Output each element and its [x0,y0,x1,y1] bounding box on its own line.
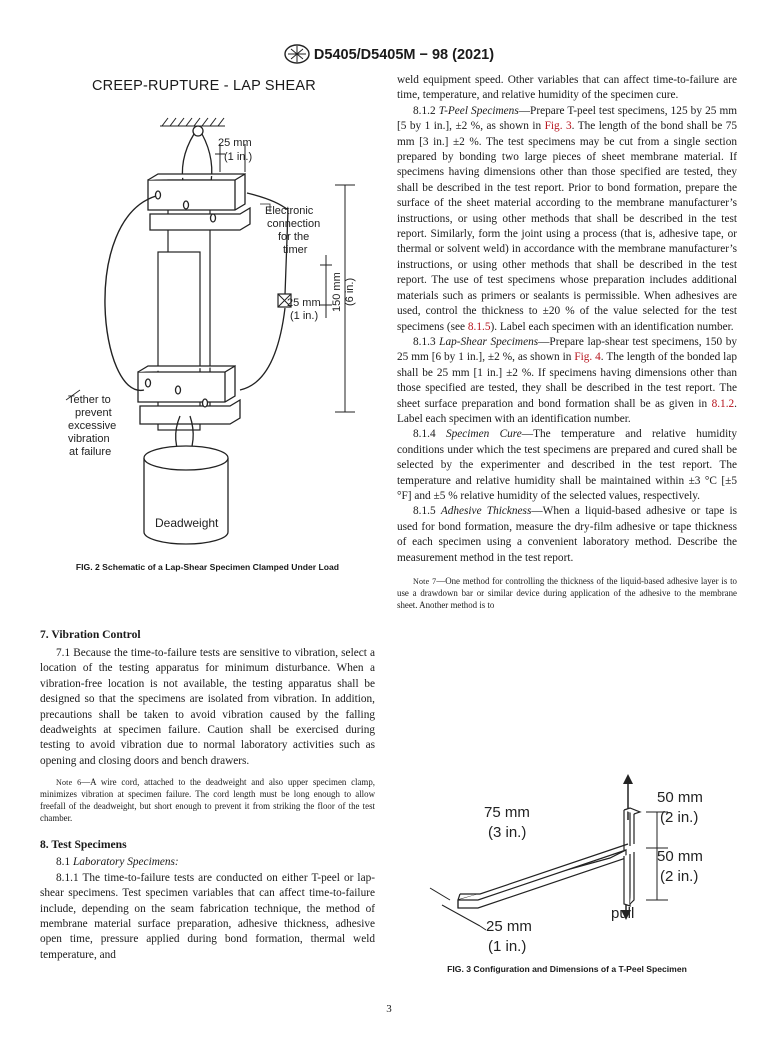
section-8-heading: 8. Test Specimens [40,838,127,852]
paragraph-8-1-1: 8.1.1 The time-to-failure tests are conducted on either T-peel or lap-shear specimens. Test specimen variables that can affect time-to-failure include, depending on the seam fabrication technique, the method of membrane material surface preparation, adhesive thickness, adhesive open time, pressure applied during bond formation, thermal weld temperature, and [40,871,375,961]
note-6-label: Note 6 [56,778,82,788]
lower-clamp [138,366,240,424]
fig3-25-in-label: (1 in.) [488,938,527,955]
fig3-50a-label: 50 mm [657,789,703,806]
fig2-lap-in-label: (1 in.) [290,310,319,322]
p814-text: —The temperature and relative humidity conditions under which the test specimens are prepared and cured shall be selected by the experimenter and described in the test report. The temperature and relative humidity shall be maintained within ±3 °C [±5 °F] and ±5 % relative humidity of the selected values, respectively. [397,428,737,502]
page-header [0,44,778,64]
fig3-50b-in-label: (2 in.) [660,868,699,885]
tether-cord [105,196,156,390]
fig3-50a-in-label: (2 in.) [660,809,699,826]
fig2-width-in-label: (1 in.) [224,151,253,163]
note-7-text: —One method for controlling the thickness of the liquid-based adhesive layer is to use a drawdown bar or similar device during application of the adhesive to the membrane sheet. Another method is to [397,576,737,610]
page-number: 3 [386,1003,392,1015]
fig3-pull-label: pull [611,905,635,922]
fig3-75-label: 75 mm [484,804,530,821]
fig2-length-label: 150 mm [331,272,343,312]
p814-title: Specimen Cure [445,428,522,441]
p812-title: T-Peel Specimens [438,104,519,117]
fig2-elec-label-3: for the [278,231,310,243]
fig2-width-label: 25 mm [218,137,252,149]
fig2-elec-label-1: Electronic [265,205,314,217]
section-8-1-5-link[interactable]: 8.1.5 [467,320,491,333]
p812-text-c: ). Label each specimen with an identification number. [490,320,734,333]
section-7-heading: 7. Vibration Control [40,628,141,641]
p815-num: 8.1.5 [413,505,441,518]
fig2-tether-label-3: excessive [68,420,117,432]
note-7 [397,576,737,611]
p812-text-a: —Prepare T-peel test specimens, 125 by 25 mm [5 by 1 in.], ±2 %, as shown in [397,104,738,133]
p813-text-b: . The length of the bonded lap shall be 25 mm [1 in.] ±2 %. If specimens having dimensions other than those specified are tested, they shall be described in the test report. The sheet surface preparation and bond formation shall be as given in [397,351,737,410]
p8-1-num: 8.1 [56,856,73,869]
paragraph-8-1-4 [397,427,737,504]
note-6 [40,777,375,824]
fig2-title: CREEP-RUPTURE - LAP SHEAR [92,78,316,94]
t-peel-specimen [458,808,640,908]
fig2-diagram [40,100,375,545]
astm-logo-icon [284,44,310,64]
right-column [397,73,737,611]
lower-strip [158,252,200,430]
paragraph-8-1 [40,855,375,870]
fig2-caption: FIG. 2 Schematic of a Lap-Shear Specimen Clamped Under Load [75,562,340,572]
fig3-diagram [420,770,740,960]
paragraph-continued: weld equipment speed. Other variables that can affect time-to-failure are time, temperature, and relative humidity of the specimen cure. [397,74,737,102]
fig2-elec-label-4: timer [283,244,308,256]
upper-clamp [148,174,250,230]
p814-num: 8.1.4 [413,428,446,441]
fig3-25-label: 25 mm [486,918,532,935]
standard-designation: D5405/D5405M − 98 (2021) [313,47,495,63]
paragraph-8-1-5 [397,504,737,566]
fig2-weight-label: Deadweight [155,516,219,530]
paragraph-8-1-2 [397,104,737,335]
fig3-caption: FIG. 3 Configuration and Dimensions of a T-Peel Specimen [447,964,687,974]
fig2-tether-label-2: prevent [75,407,112,419]
fig3-75-in-label: (3 in.) [488,824,527,841]
fig2-tether-label-4: vibration [68,433,110,445]
p813-text-a: —Prepare lap-shear test specimens, 150 by 25 mm [6 by 1 in.], ±2 %, as shown in [397,335,737,364]
paragraph-7-1: 7.1 Because the time-to-failure tests are sensitive to vibration, select a location of the testing apparatus for minimum disturbance. When a vibration-free location is not available, the testing apparatus shall be designed so that the specimens are isolated from vibration. In addition, precautions shall be taken to avoid vibration caused by the falling deadweights at specimen failure. Caution shall be exercised during testing to avoid vibration due to normal laboratory activities such as opening and closing doors and bench drawers. [40,647,375,767]
note-7-label: Note 7 [413,577,437,586]
ceiling-hatch [160,118,225,126]
p815-text: —When a liquid-based adhesive or tape is used for bond formation, measure the dry-film adhesive or tape thickness of each specimen using a convenient laboratory method. Describe the measurement method in the test report. [397,505,738,564]
fig2-tether-label-5: at failure [69,446,112,458]
section-8-1-2-link[interactable]: 8.1.2 [711,397,735,410]
paragraph-8-1-3 [397,335,737,427]
p812-text-b: . The length of the bond shall be 75 mm [3 in.] ±2 %. The test specimens may be cut from a single section prepared by bonding two large pieces of sheet membrane material. If specimens having dimensions other than those specified are tested, they shall be described in the test report. Prior to bond formation, prepare the surface of the sheet material according to the membrane manufacturer’s instructions, or using other methods that shall be described in the test report. Similarly, form the joint using a process (that is, adhesive tape, or thermal or solvent weld) in accordance with the membrane manufacturer’s instructions, or using other methods that shall be described in the test report. The use of test specimens whose preparation includes additional materials such as primers or sealants is permissible. When adhesives are used, control the thickness to ±20 % of the value selected for the test specimens (see [397,120,737,333]
p815-title: Adhesive Thickness [440,505,532,518]
fig3-50b-label: 50 mm [657,848,703,865]
p8-1-title: Laboratory Specimens: [72,856,179,869]
note-6-text: —A wire cord, attached to the deadweight and also upper specimen clamp, minimizes vibration at specimen failure. The cord length must be long enough to allow freefall of the deadweight, but short enough to prevent it from striking the floor of the test chamber. [40,777,375,823]
fig2-tether-label-1: Tether to [68,394,111,406]
left-column [40,628,375,963]
p813-title: Lap-Shear Specimens [439,335,539,348]
fig2-lap-label: 25 mm [287,297,321,309]
fig2-elec-label-2: connection [267,218,321,230]
p813-text-c: . Label each specimen with an identification number. [397,397,737,425]
fig4-link[interactable]: Fig. 4 [574,351,601,364]
fig2-length-in-label: (6 in.) [344,277,356,306]
p812-num: 8.1.2 [413,104,439,117]
fig3-link[interactable]: Fig. 3 [544,120,572,133]
p813-num: 8.1.3 [413,335,440,348]
